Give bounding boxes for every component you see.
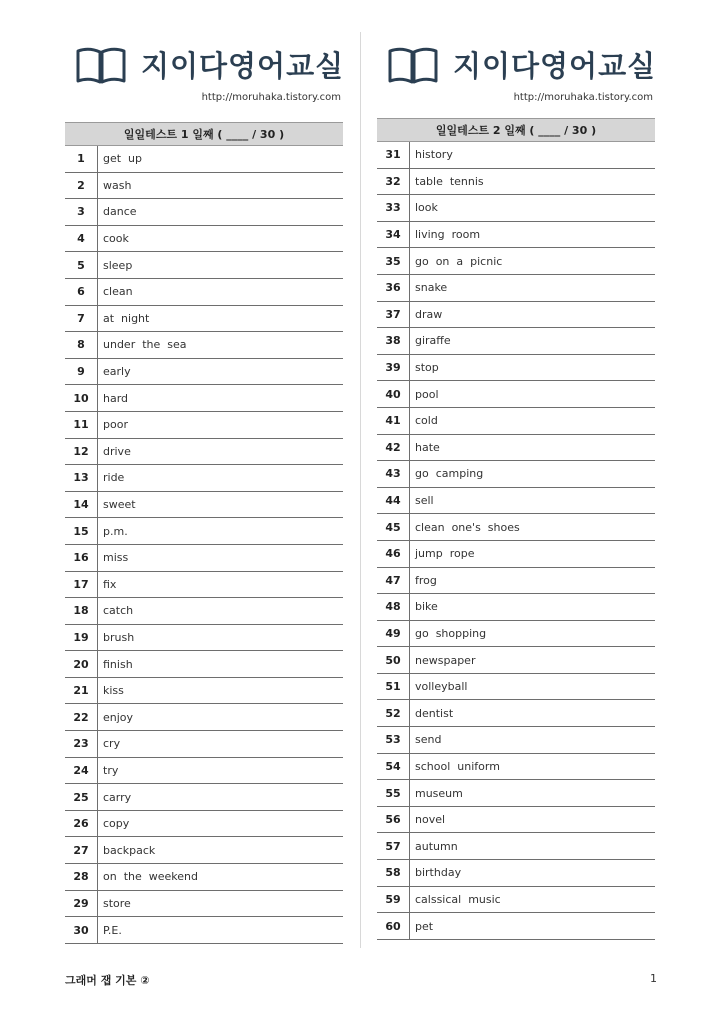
item-number: 11 — [65, 412, 98, 438]
item-word: kiss — [103, 684, 124, 698]
item-number: 30 — [65, 917, 98, 943]
table-row — [65, 917, 343, 944]
item-word: get up — [103, 152, 143, 166]
brand-url[interactable]: http://moruhaka.tistory.com — [513, 92, 653, 103]
item-number: 13 — [65, 465, 98, 491]
item-number: 41 — [377, 408, 410, 434]
item-word: birthday — [415, 866, 462, 880]
brand-title: 지이다영어교실 — [453, 49, 657, 83]
word-list-right — [377, 142, 655, 940]
item-number: 42 — [377, 435, 410, 461]
table-row — [65, 891, 343, 918]
item-word: sweet — [103, 498, 136, 512]
test-header-day-2: 일일테스트 2 일째 ( ____ / 30 ) — [377, 118, 655, 142]
item-word: autumn — [415, 839, 458, 853]
item-word: copy — [103, 817, 130, 831]
item-word: go shopping — [415, 626, 487, 640]
item-word: brush — [103, 630, 135, 644]
item-word: enjoy — [103, 710, 134, 724]
item-word: clean — [103, 285, 133, 299]
item-number: 43 — [377, 461, 410, 487]
item-word: try — [103, 763, 119, 777]
table-row — [377, 727, 655, 754]
table-row — [377, 461, 655, 488]
item-word: stop — [415, 361, 439, 375]
table-row — [65, 306, 343, 333]
table-row — [65, 784, 343, 811]
item-word: backpack — [103, 843, 156, 857]
table-row — [377, 780, 655, 807]
item-number: 58 — [377, 860, 410, 886]
item-word: under the sea — [103, 338, 187, 352]
table-row — [377, 594, 655, 621]
item-number: 18 — [65, 598, 98, 624]
table-row — [65, 385, 343, 412]
item-word: at night — [103, 311, 150, 325]
table-row — [65, 518, 343, 545]
item-word: finish — [103, 657, 133, 671]
test-header-day-1: 일일테스트 1 일째 ( ____ / 30 ) — [65, 122, 343, 146]
item-word: museum — [415, 786, 463, 800]
item-word: catch — [103, 604, 134, 618]
table-row — [65, 758, 343, 785]
item-word: p.m. — [103, 524, 128, 538]
item-word: giraffe — [415, 334, 451, 348]
table-row — [377, 355, 655, 382]
table-row — [65, 252, 343, 279]
item-number: 35 — [377, 248, 410, 274]
table-row — [65, 837, 343, 864]
item-word: novel — [415, 813, 446, 827]
table-row — [377, 514, 655, 541]
brand-title: 지이다영어교실 — [141, 49, 345, 83]
table-row — [65, 492, 343, 519]
item-number: 38 — [377, 328, 410, 354]
table-row — [377, 568, 655, 595]
item-number: 53 — [377, 727, 410, 753]
item-number: 54 — [377, 754, 410, 780]
table-row — [377, 275, 655, 302]
item-word: on the weekend — [103, 870, 198, 884]
brand-url[interactable]: http://moruhaka.tistory.com — [201, 92, 341, 103]
item-number: 36 — [377, 275, 410, 301]
item-word: wash — [103, 178, 132, 192]
item-word: school uniform — [415, 759, 500, 773]
table-row — [377, 302, 655, 329]
footer-page-number: 1 — [650, 972, 657, 985]
table-row — [377, 833, 655, 860]
table-row — [377, 435, 655, 462]
column-divider — [360, 32, 361, 948]
item-number: 9 — [65, 359, 98, 385]
item-number: 44 — [377, 488, 410, 514]
left-column — [65, 0, 343, 944]
table-row — [377, 647, 655, 674]
table-row — [377, 913, 655, 940]
item-word: history — [415, 148, 453, 162]
table-row — [377, 887, 655, 914]
item-number: 4 — [65, 226, 98, 252]
item-number: 27 — [65, 837, 98, 863]
item-word: early — [103, 365, 131, 379]
item-word: look — [415, 201, 438, 215]
item-word: store — [103, 896, 131, 910]
item-number: 47 — [377, 568, 410, 594]
item-number: 40 — [377, 381, 410, 407]
item-word: P.E. — [103, 923, 122, 937]
table-row — [65, 651, 343, 678]
item-number: 29 — [65, 891, 98, 917]
item-number: 51 — [377, 674, 410, 700]
item-number: 56 — [377, 807, 410, 833]
table-row — [65, 173, 343, 200]
table-row — [65, 545, 343, 572]
table-row — [377, 248, 655, 275]
item-word: dance — [103, 205, 137, 219]
table-row — [65, 359, 343, 386]
item-word: cook — [103, 232, 129, 246]
table-row — [377, 142, 655, 169]
item-number: 46 — [377, 541, 410, 567]
item-word: sell — [415, 494, 434, 508]
item-number: 20 — [65, 651, 98, 677]
table-row — [65, 704, 343, 731]
table-row — [65, 439, 343, 466]
item-word: draw — [415, 307, 443, 321]
table-row — [65, 279, 343, 306]
item-word: dentist — [415, 706, 454, 720]
item-word: hard — [103, 391, 129, 405]
table-row — [377, 754, 655, 781]
footer-book-title: 그래머 잽 기본 ② — [65, 974, 150, 987]
item-number: 2 — [65, 173, 98, 199]
item-number: 12 — [65, 439, 98, 465]
item-number: 59 — [377, 887, 410, 913]
item-word: living room — [415, 228, 481, 242]
item-number: 28 — [65, 864, 98, 890]
item-word: bike — [415, 600, 438, 614]
table-row — [65, 811, 343, 838]
item-word: snake — [415, 281, 448, 295]
item-word: drive — [103, 444, 131, 458]
item-word: newspaper — [415, 653, 476, 667]
table-row — [377, 169, 655, 196]
item-number: 31 — [377, 142, 410, 168]
table-row — [377, 541, 655, 568]
item-number: 33 — [377, 195, 410, 221]
brand-header-left — [65, 0, 343, 118]
item-number: 6 — [65, 279, 98, 305]
item-number: 57 — [377, 833, 410, 859]
item-number: 26 — [65, 811, 98, 837]
item-number: 60 — [377, 913, 410, 939]
table-row — [377, 381, 655, 408]
table-row — [377, 408, 655, 435]
item-word: cold — [415, 414, 438, 428]
item-number: 48 — [377, 594, 410, 620]
item-number: 23 — [65, 731, 98, 757]
item-number: 14 — [65, 492, 98, 518]
item-number: 21 — [65, 678, 98, 704]
item-word: cry — [103, 737, 121, 751]
item-number: 15 — [65, 518, 98, 544]
item-number: 17 — [65, 572, 98, 598]
item-word: table tennis — [415, 174, 484, 188]
table-row — [377, 328, 655, 355]
item-number: 8 — [65, 332, 98, 358]
item-word: sleep — [103, 258, 133, 272]
table-row — [377, 222, 655, 249]
item-word: clean one's shoes — [415, 520, 520, 534]
item-word: pool — [415, 387, 439, 401]
item-word: calssical music — [415, 892, 501, 906]
table-row — [377, 860, 655, 887]
item-number: 1 — [65, 146, 98, 172]
table-row — [377, 195, 655, 222]
table-row — [65, 572, 343, 599]
item-number: 52 — [377, 700, 410, 726]
table-row — [65, 598, 343, 625]
item-number: 45 — [377, 514, 410, 540]
item-word: carry — [103, 790, 132, 804]
item-number: 22 — [65, 704, 98, 730]
item-number: 7 — [65, 306, 98, 332]
item-number: 55 — [377, 780, 410, 806]
item-word: jump rope — [415, 547, 475, 561]
item-number: 39 — [377, 355, 410, 381]
item-word: send — [415, 733, 442, 747]
open-book-icon — [75, 45, 127, 85]
item-word: fix — [103, 577, 117, 591]
item-number: 25 — [65, 784, 98, 810]
table-row — [65, 226, 343, 253]
table-row — [65, 864, 343, 891]
item-number: 10 — [65, 385, 98, 411]
item-number: 49 — [377, 621, 410, 647]
item-word: go camping — [415, 467, 484, 481]
table-row — [65, 465, 343, 492]
item-word: pet — [415, 919, 434, 933]
table-row — [65, 625, 343, 652]
word-list-left — [65, 146, 343, 944]
table-row — [65, 199, 343, 226]
item-word: ride — [103, 471, 125, 485]
table-row — [65, 146, 343, 173]
table-row — [377, 807, 655, 834]
item-word: volleyball — [415, 680, 468, 694]
item-number: 19 — [65, 625, 98, 651]
item-number: 32 — [377, 169, 410, 195]
table-row — [65, 412, 343, 439]
item-number: 16 — [65, 545, 98, 571]
item-number: 34 — [377, 222, 410, 248]
table-row — [65, 332, 343, 359]
item-word: poor — [103, 418, 128, 432]
brand-header-right — [377, 0, 655, 118]
open-book-icon — [387, 45, 439, 85]
item-number: 37 — [377, 302, 410, 328]
table-row — [65, 731, 343, 758]
table-row — [377, 674, 655, 701]
table-row — [377, 621, 655, 648]
item-number: 50 — [377, 647, 410, 673]
right-column — [377, 0, 655, 940]
item-word: miss — [103, 551, 129, 565]
item-word: go on a picnic — [415, 254, 503, 268]
item-number: 5 — [65, 252, 98, 278]
item-word: hate — [415, 440, 440, 454]
table-row — [65, 678, 343, 705]
item-number: 3 — [65, 199, 98, 225]
table-row — [377, 488, 655, 515]
table-row — [377, 700, 655, 727]
item-word: frog — [415, 573, 437, 587]
item-number: 24 — [65, 758, 98, 784]
